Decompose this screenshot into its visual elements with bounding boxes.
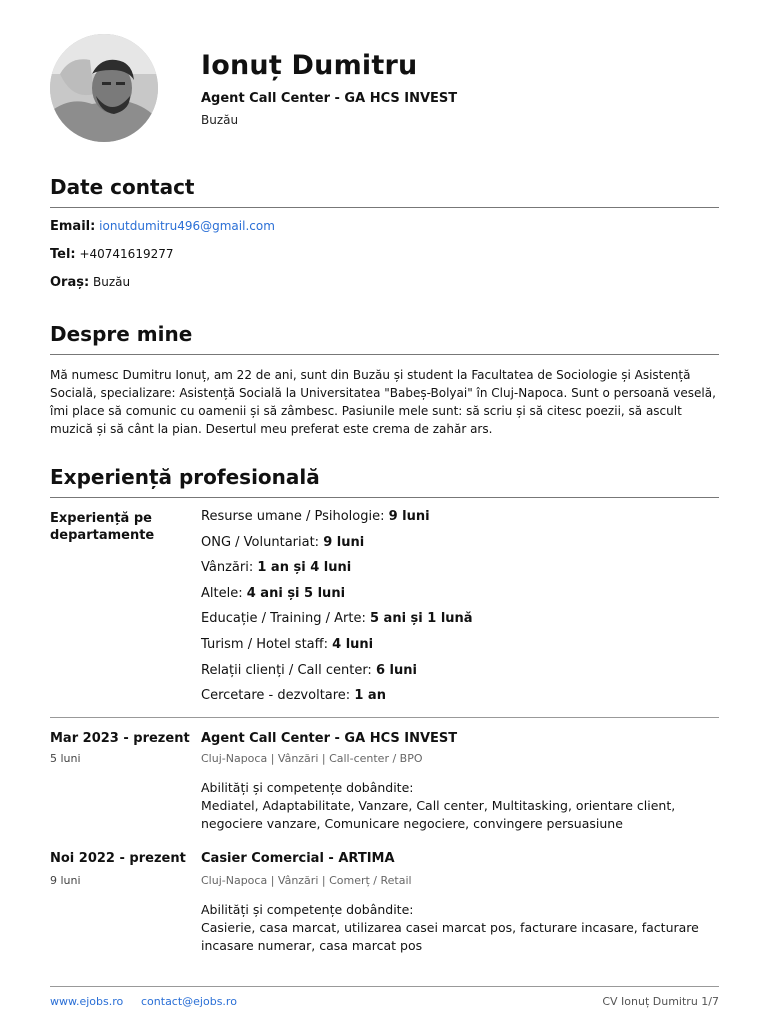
section-divider	[50, 497, 719, 498]
section-title-experience: Experiență profesională	[50, 465, 320, 489]
department-name: Turism / Hotel staff:	[201, 636, 328, 652]
job-duration: 5 luni	[50, 752, 81, 765]
department-name: Cercetare - dezvoltare:	[201, 688, 351, 704]
skills-text: Casierie, casa marcat, utilizarea casei marcat pos, facturare incasare, facturare incasare numerar, casa marcat pos	[201, 920, 699, 953]
departments-list	[201, 507, 719, 712]
department-name: ONG / Voluntariat:	[201, 534, 320, 550]
department-duration: 9 luni	[323, 534, 365, 550]
job-duration: 9 luni	[50, 874, 81, 887]
profile-photo-icon	[50, 34, 158, 142]
about-text: Mă numesc Dumitru Ionuț, am 22 de ani, sunt din Buzău și student la Facultatea de Sociologie și Asistență Socială, specializare: Asistență Socială la Universitatea "Babeș-Bolyai" în Cluj-Napoca. Sunt o persoană veselă, îmi place să comunic cu oamenii și să zâmbesc. Pasiunile mele sunt: să scriu și să citesc poezii, să ascult muzică și să cânt la pian. Desertul meu preferat este crema de zahăr ars.	[50, 368, 716, 436]
job-skills	[201, 779, 719, 833]
job-meta: Cluj-Napoca | Vânzări | Comerț / Retail	[201, 874, 412, 887]
footer-site-link[interactable]: www.ejobs.ro	[50, 995, 124, 1008]
skills-label: Abilități și competențe dobândite:	[201, 780, 414, 795]
department-duration: 1 an	[354, 688, 386, 704]
department-item	[201, 507, 719, 533]
department-duration: 4 ani și 5 luni	[246, 585, 346, 601]
footer-page-number: CV Ionuț Dumitru 1/7	[602, 995, 719, 1008]
email-link[interactable]: ionutdumitru496@gmail.com	[99, 219, 275, 233]
section-title-about: Despre mine	[50, 322, 193, 346]
department-item	[201, 584, 719, 610]
department-name: Vânzări:	[201, 560, 254, 576]
skills-label: Abilități și competențe dobândite:	[201, 902, 414, 917]
department-item	[201, 686, 719, 712]
candidate-city: Buzău	[201, 113, 239, 127]
department-item	[201, 661, 719, 687]
departments-label: Experiență pe departamente	[50, 511, 155, 543]
job-title: Casier Comercial - ARTIMA	[201, 851, 395, 866]
contact-city-row	[50, 275, 130, 290]
job-date: Mar 2023 - prezent	[50, 731, 190, 746]
section-divider	[50, 354, 719, 355]
department-name: Resurse umane / Psihologie:	[201, 509, 385, 524]
department-item	[201, 558, 719, 584]
department-duration: 4 luni	[332, 636, 374, 652]
candidate-name: Ionuț Dumitru	[201, 50, 418, 81]
job-date: Noi 2022 - prezent	[50, 851, 186, 866]
tel-label: Tel:	[50, 247, 76, 262]
section-title-contact: Date contact	[50, 175, 195, 199]
city-value: Buzău	[93, 275, 131, 289]
footer-email-link[interactable]: contact@ejobs.ro	[141, 995, 237, 1008]
skills-text: Mediatel, Adaptabilitate, Vanzare, Call center, Multitasking, orientare client, negociere vanzare, Comunicare negociere, convingere persuasiune	[201, 798, 676, 831]
department-duration: 9 luni	[388, 509, 430, 524]
section-divider	[50, 207, 719, 208]
job-meta: Cluj-Napoca | Vânzări | Call-center / BPO	[201, 752, 423, 765]
department-item	[201, 533, 719, 559]
job-title: Agent Call Center - GA HCS INVEST	[201, 731, 458, 746]
email-label: Email:	[50, 219, 96, 234]
job-skills	[201, 901, 719, 955]
tel-value: +40741619277	[79, 247, 174, 261]
department-item	[201, 635, 719, 661]
department-item	[201, 609, 719, 635]
contact-email-row	[50, 219, 275, 234]
department-name: Relații clienți / Call center:	[201, 662, 372, 678]
department-duration: 6 luni	[375, 662, 417, 678]
department-name: Educație / Training / Arte:	[201, 611, 366, 627]
city-label: Oraș:	[50, 275, 90, 290]
candidate-headline: Agent Call Center - GA HCS INVEST	[201, 91, 458, 106]
job-divider	[50, 717, 719, 718]
department-duration: 1 an și 4 luni	[257, 560, 352, 576]
contact-tel-row	[50, 247, 174, 262]
department-name: Altele:	[201, 585, 243, 601]
department-duration: 5 ani și 1 lună	[369, 611, 473, 627]
footer-divider	[50, 986, 719, 987]
avatar	[50, 34, 158, 142]
